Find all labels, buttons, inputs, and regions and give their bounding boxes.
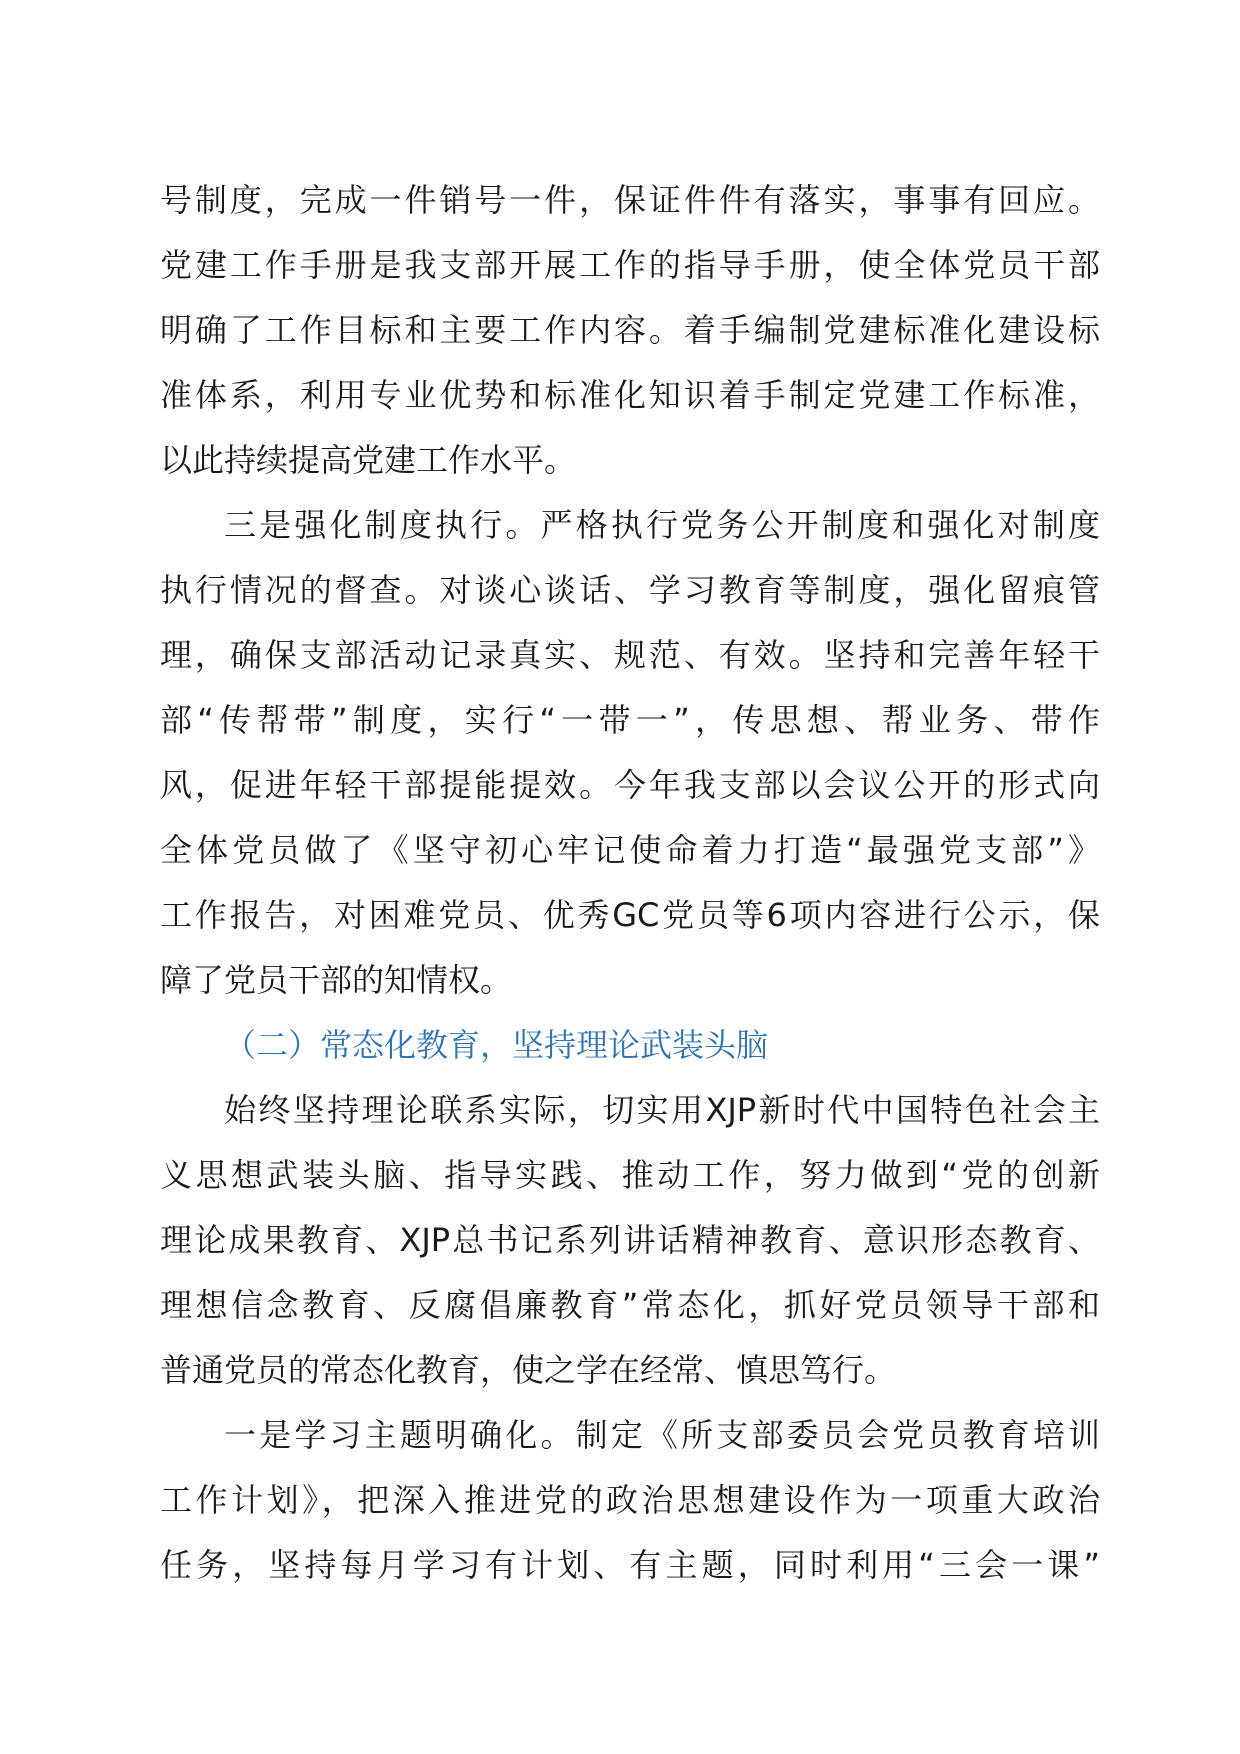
text-line: 全体党员做了《坚守初心牢记使命着力打造“最强党支部”》 <box>160 831 1100 869</box>
text-line: 障了党员干部的知情权。 <box>160 961 513 999</box>
text-line: 理，确保支部活动记录真实、规范、有效。坚持和完善年轻干 <box>160 636 1100 674</box>
text-line: 普通党员的常态化教育，使之学在经常、慎思笃行。 <box>160 1351 897 1389</box>
text-line: 理论成果教育、XJP总书记系列讲话精神教育、意识形态教育、 <box>160 1221 1100 1259</box>
paragraph-institution-execution <box>160 493 1100 1013</box>
text-line: 一是学习主题明确化。制定《所支部委员会党员教育培训 <box>224 1416 1100 1454</box>
text-line: 理想信念教育、反腐倡廉教育”常态化，抓好党员领导干部和 <box>160 1286 1100 1324</box>
text-line: 党建工作手册是我支部开展工作的指导手册，使全体党员干部 <box>160 246 1100 284</box>
text-line: 准体系，利用专业优势和标准化知识着手制定党建工作标准， <box>160 376 1100 414</box>
text-line: 执行情况的督查。对谈心谈话、学习教育等制度，强化留痕管 <box>160 571 1100 609</box>
paragraph-theory-education <box>160 1078 1100 1403</box>
text-line: 部“传帮带”制度，实行“一带一”，传思想、帮业务、带作 <box>160 701 1100 739</box>
text-line: 工作计划》，把深入推进党的政治思想建设作为一项重大政治 <box>160 1481 1100 1519</box>
section-heading-text: （二）常态化教育，坚持理论武装头脑 <box>224 1026 769 1064</box>
text-line: 义思想武装头脑、指导实践、推动工作，努力做到“党的创新 <box>160 1156 1100 1194</box>
paragraph-study-theme <box>160 1403 1100 1598</box>
paragraph-continuation <box>160 168 1100 493</box>
text-line: 任务，坚持每月学习有计划、有主题，同时利用“三会一课” <box>160 1546 1100 1584</box>
text-line: 号制度，完成一件销号一件，保证件件有落实，事事有回应。 <box>160 181 1100 219</box>
text-line: 明确了工作目标和主要工作内容。着手编制党建标准化建设标 <box>160 311 1100 349</box>
document-body <box>160 168 1100 1598</box>
text-line: 三是强化制度执行。严格执行党务公开制度和强化对制度 <box>224 506 1100 544</box>
text-line: 风，促进年轻干部提能提效。今年我支部以会议公开的形式向 <box>160 766 1100 804</box>
text-line: 以此持续提高党建工作水平。 <box>160 441 577 479</box>
text-line: 工作报告，对困难党员、优秀GC党员等6项内容进行公示，保 <box>160 896 1100 934</box>
section-heading <box>160 1013 1100 1078</box>
text-line: 始终坚持理论联系实际，切实用XJP新时代中国特色社会主 <box>224 1091 1100 1129</box>
